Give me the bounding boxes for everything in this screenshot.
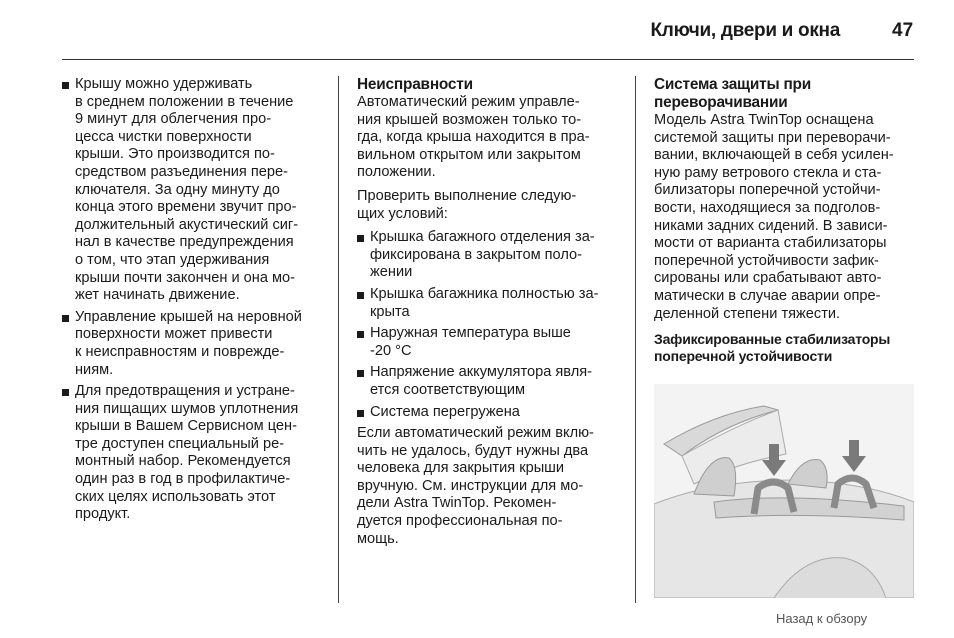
page-title: Ключи, двери и окна (650, 20, 840, 41)
list-item: Система перегружена (357, 404, 625, 422)
section-heading-malfunctions: Неисправности (357, 76, 473, 93)
column-3 (654, 76, 916, 365)
bullet-list (62, 76, 330, 524)
list-item: Управление крышей на неровной поверхности может привести к неисправностям и поврежде- ниям. (62, 309, 330, 379)
outro-paragraph: Если автоматический режим вклю- чить не удалось, будут нужны два человека для закрытия крыши вручную. См. инструкции для мо- дели Astra TwinTop. Рекомен- дуется профессиональная по- мощь. (357, 425, 594, 547)
header-divider (62, 59, 914, 60)
list-item: Крышка багажника полностью за- крыта (357, 286, 625, 321)
column-divider-1 (338, 76, 339, 603)
back-to-overview-link[interactable]: Назад к обзору (776, 611, 868, 626)
column-2 (357, 76, 625, 554)
subheading-fixed-bars: Зафиксированные стабилизаторы поперечной устойчивости (654, 331, 891, 365)
conditions-list (357, 229, 625, 421)
list-item: Напряжение аккумулятора явля- ется соответствующим (357, 364, 625, 399)
page-number: 47 (892, 20, 914, 41)
list-item: Крышу можно удерживать в среднем положении в течение 9 минут для облегчения про- цесса чистки поверхности крыши. Это производится по- средством разъединения пере- ключателя. За одну минуту до конца этого времени звучит про- должительный акустический сиг- нал в качестве предупреждения о том, что этап удерживания крыши почти закончен и она мо- жет начинать движение. (62, 76, 330, 305)
rollover-bars-illustration (654, 384, 914, 598)
column-divider-2 (635, 76, 636, 603)
rollover-paragraph: Модель Astra TwinTop оснащена системой защиты при переворачи- вании, включающей в себя усилен- ную раму ветрового стекла и ста- билизаторы поперечной устойчи- вости, находящиеся за подголов- никами задних сидений. В зависи- мости от варианта стабилизаторы поперечной устойчивости зафик- сированы или срабатывают авто- матически в случае аварии опре- деленной степени тяжести. (654, 112, 894, 322)
section-heading-rollover: Система защиты при переворачивании (654, 76, 812, 111)
list-item: Крышка багажного отделения за- фиксирована в закрытом поло- жении (357, 229, 625, 282)
column-1 (62, 76, 330, 528)
check-conditions-text: Проверить выполнение следую- щих условий: (357, 187, 577, 222)
list-item: Для предотвращения и устране- ния пищащих шумов уплотнения крыши в Вашем Сервисном цен- тре доступен специальный ре- монтный набор. Рекомендуется один раз в год в профилактиче- ских целях использовать этот продукт. (62, 383, 330, 524)
intro-paragraph: Автоматический режим управле- ния крышей возможен только то- гда, когда крыша находится в пра- вильном открытом или закрытом положении. (357, 94, 590, 181)
list-item: Наружная температура выше -20 °C (357, 325, 625, 360)
